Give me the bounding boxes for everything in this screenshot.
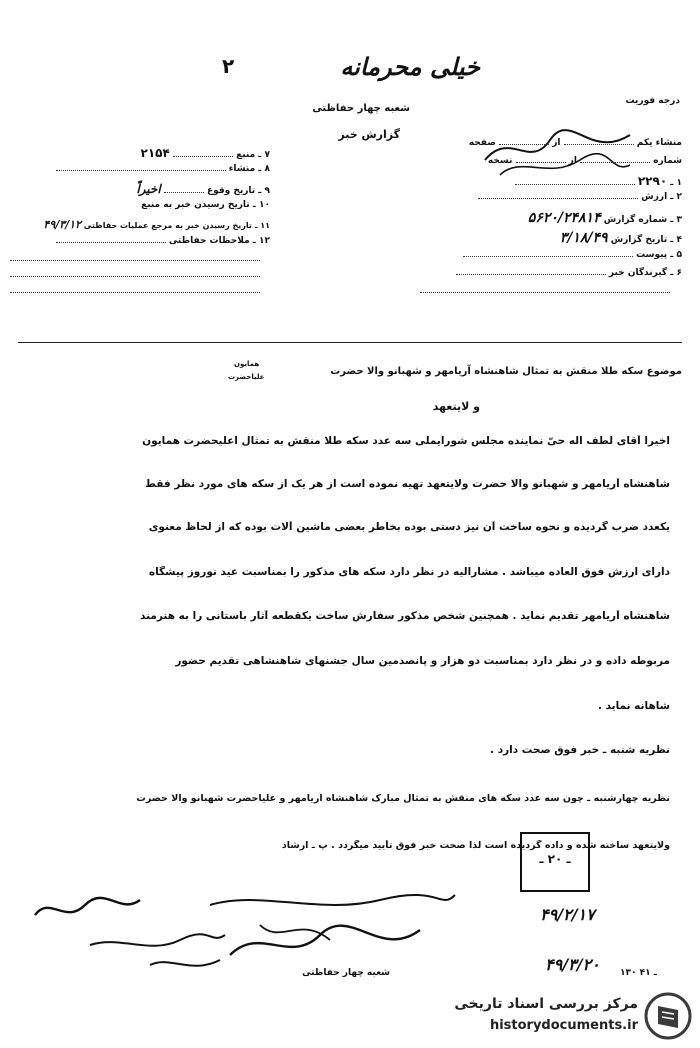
boxed-stamp: [520, 832, 590, 892]
opinion-2-line1: نظریه چهارشنبه ـ چون سه عدد سکه های منقش به تمثال مبارک شاهنشاه آریامهر و علیاحضرت شهبانو والا حضرت: [136, 793, 670, 804]
form-title: گزارش خبر: [338, 128, 400, 141]
field-value: اخیراً: [136, 182, 161, 196]
field-10: [10, 200, 270, 218]
subject-line: [250, 366, 682, 377]
field-value: ۴۹/۳/۱۲: [43, 218, 81, 231]
unit-name: شعبه چهار حفاظتی: [312, 103, 410, 114]
field-label: ۴ ـ تاریخ گزارش: [610, 235, 682, 245]
left-fields: [10, 146, 270, 302]
field-label: ۱۲ ـ ملاحظات حفاظتی: [168, 236, 270, 246]
opinion-2-line2: ولایتعهد ساخته شده و داده گردیده است لذا صحت خبر فوق تأیید میگردد . پ ـ ارشاد: [281, 840, 670, 851]
field-7: [10, 146, 270, 164]
field-suffix: صفحه: [468, 138, 496, 148]
field-value: ۵۶۲۰/۲۴۸۱۴: [527, 210, 601, 226]
field-label: ۲ ـ ارزش: [641, 192, 682, 202]
field-label: شماره: [653, 156, 682, 166]
field-5: [420, 250, 682, 268]
subject-stack-top: همایون: [234, 360, 260, 368]
body-line: شاهنشاه آریامهر تقدیم نماید . همچنین شخص مذکور سفارش ساخت یکقطعه آثار باستانی را به هنرمند: [140, 610, 670, 622]
body-line: مربوطه داده و در نظر دارد بمناسبت دو هزار و پانصدمین سال جشنهای شاهنشاهی تقدیم حضور: [175, 655, 670, 667]
priority-label: درجه فوریت: [625, 96, 680, 106]
footer-numbers-right: ۴۹/۲/۱۷: [540, 905, 595, 924]
field-3: [420, 210, 682, 230]
body-line: یکعدد ضرب گردیده و نحوه ساخت آن نیز دستی بوده بخاطر بعضی ماشین آلات بوده که از لحاظ معنوی: [148, 521, 670, 533]
field-label: منشاء یکم: [636, 138, 682, 148]
field-label: ۸ ـ منشاء: [228, 164, 270, 174]
field-label: ۷ ـ منبع: [236, 150, 270, 160]
field-value: ۳/۱۸/۴۹: [559, 230, 608, 246]
body-line: دارای ارزش فوق العاده میباشد . مشارالیه در نظر دارد سکه های مذکور را بمناسبت عید نوروز پیشگاه: [148, 566, 670, 578]
handwritten-scribble: [480, 120, 640, 190]
opinion-1: نظریه شنبه ـ خبر فوق صحت دارد .: [490, 744, 670, 756]
footer-bottom-number: ۱۳۰ ـ ۴۱: [620, 968, 657, 978]
field-11: [10, 218, 270, 236]
field-value: ۲۱۵۴: [140, 146, 170, 160]
body-line: شاهانه نماید .: [597, 700, 670, 712]
body-line: اخیراً آقای لطف اله حیّ نماینده مجلس شورایملی سه عدد سکه طلا منقش به تمثال اعلیحضرت همایون: [142, 435, 670, 447]
boxed-stamp-text: ـ ۲۰ ـ: [539, 852, 571, 866]
field-value: ۲۲۹۰: [637, 174, 668, 188]
handwritten-classification: خیلی محرمانه: [340, 52, 480, 81]
field-12: [10, 236, 270, 254]
subject-stack-bottom: علیاحضرت: [228, 373, 265, 381]
field-4: [420, 230, 682, 250]
signature-center: [200, 885, 460, 975]
body-line: شاهنشاه آریامهر و شهبانو والا حضرت ولایتعهد تهیه نموده است از هر یک از سکه های مورد نظر فقط: [145, 478, 670, 490]
field-8: [10, 164, 270, 182]
footer-unit: شعبه چهار حفاظتی: [302, 968, 390, 978]
field-label: ۵ ـ پیوست: [636, 250, 682, 260]
subject-label: موضوع: [646, 366, 682, 377]
divider-line: [18, 342, 682, 343]
subject-text: سکه طلا منقش به تمثال شاهنشاه آریامهر و شهبانو والا حضرت: [330, 366, 644, 377]
subject-continuation: و لایتعهد: [432, 400, 480, 413]
field-9: [10, 182, 270, 200]
field-label: ۱ ـ: [670, 178, 682, 188]
footer-date-left: ۴۹/۳/۲۰: [545, 955, 600, 974]
field-6: [420, 268, 682, 286]
watermark-url: historydocuments.ir: [489, 1018, 638, 1033]
field-value: از: [552, 138, 561, 148]
field-label: ۹ ـ تاریخ وقوع: [206, 186, 270, 196]
field-label: ۳ ـ شماره گزارش: [603, 215, 682, 225]
field-2: [420, 192, 682, 210]
watermark-title: مرکز بررسی اسناد تاریخی: [454, 996, 638, 1012]
field-value: از: [568, 156, 577, 166]
field-label: ۱۱ ـ تاریخ رسیدن خبر به مرجع عملیات حفاظتی: [83, 221, 270, 230]
field-suffix: نسخه: [487, 156, 513, 166]
page-number: ۲: [222, 54, 235, 78]
field-label: ۶ ـ گیرندگان خبر: [608, 268, 682, 278]
watermark: [420, 990, 692, 1042]
field-label: ۱۰ ـ تاریخ رسیدن خبر به منبع: [141, 200, 270, 210]
archive-logo-icon: [644, 992, 692, 1040]
